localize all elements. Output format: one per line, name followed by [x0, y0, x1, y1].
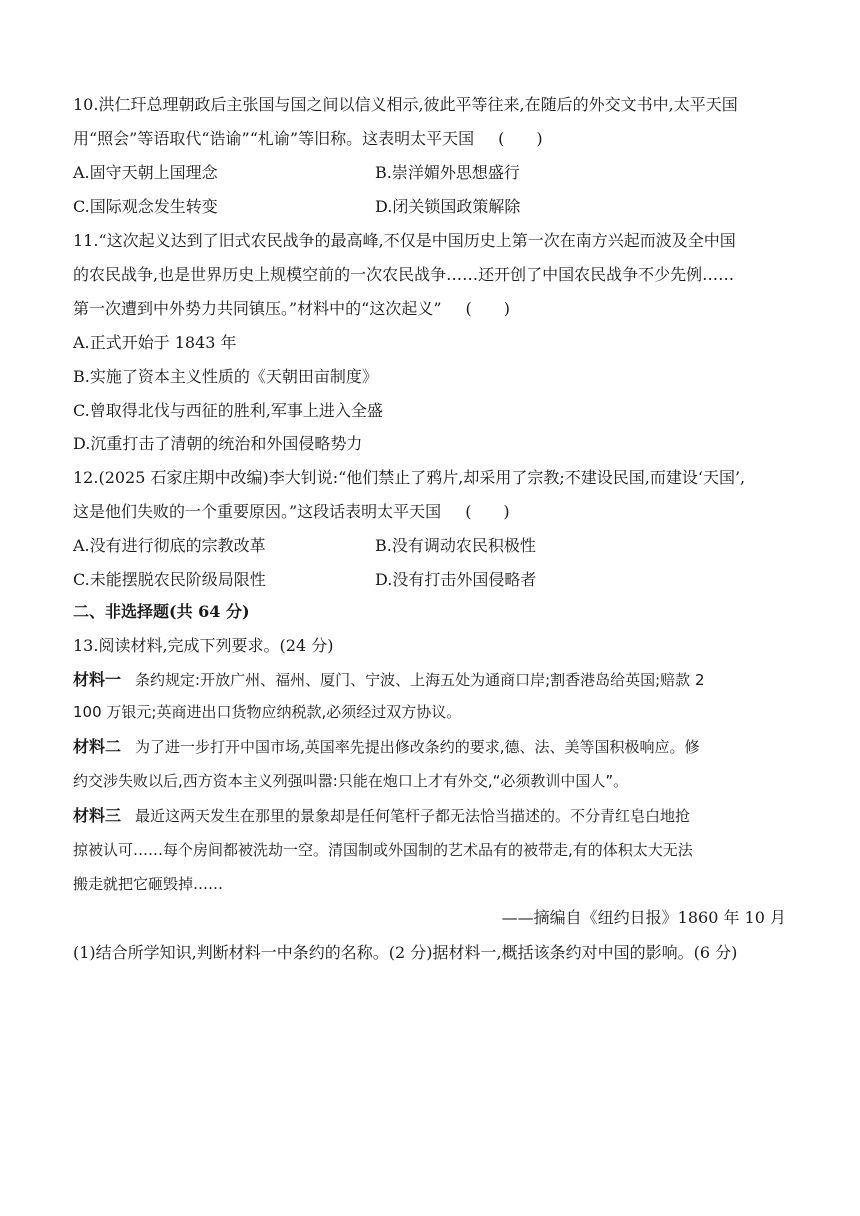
material-2-text: 为了进一步打开中国市场,英国率先提出修改条约的要求,德、法、美等国积极响应。修	[135, 738, 700, 756]
q12-option-d: D.没有打击外国侵略者	[375, 570, 537, 589]
q12-option-b: B.没有调动农民积极性	[375, 536, 536, 555]
material-3-line1	[73, 805, 690, 827]
q10-option-a: A.固守天朝上国理念	[73, 163, 218, 182]
material-3-text: 最近这两天发生在那里的景象却是任何笔杆子都无法恰当描述的。不分青红皂白地抢	[135, 807, 691, 825]
material-source: ——摘编自《纽约日报》1860 年 10 月	[501, 908, 786, 927]
q13-subquestion-1: (1)结合所学知识,判断材料一中条约的名称。(2 分)据材料一,概括该条约对中国的影响。(6 分)	[73, 943, 738, 962]
q11-option-b: B.实施了资本主义性质的《天朝田亩制度》	[73, 367, 378, 386]
q11-stem-text: 第一次遭到中外势力共同镇压。”材料中的“这次起义”	[73, 299, 442, 318]
q10-option-d: D.闭关锁国政策解除	[375, 197, 521, 216]
material-2-line2: 约交涉失败以后,西方资本主义列强叫嚣:只能在炮口上才有外交,“必须教训中国人”。	[73, 772, 629, 790]
material-3-label: 材料三	[73, 806, 122, 825]
q12-answer-paren: ( )	[465, 502, 510, 521]
material-1-text: 条约规定:开放广州、福州、厦门、宁波、上海五处为通商口岸;割香港岛给英国;赔款 2	[135, 671, 705, 689]
material-1-line1	[73, 669, 705, 691]
q12-option-a: A.没有进行彻底的宗教改革	[73, 536, 266, 555]
q12-stem-line1: 12.(2025 石家庄期中改编)李大钊说:“他们禁止了鸦片,却采用了宗教;不建设民国,而建设‘天国’,	[73, 468, 746, 487]
q11-answer-paren: ( )	[465, 299, 511, 318]
q10-stem-line1: 10.洪仁玕总理朝政后主张国与国之间以信义相示,彼此平等往来,在随后的外交文书中,太平天国	[73, 95, 738, 114]
material-2-line1	[73, 736, 700, 758]
q13-stem: 13.阅读材料,完成下列要求。(24 分)	[73, 636, 334, 655]
q10-stem-line2	[73, 128, 543, 150]
q11-option-c: C.曾取得北伐与西征的胜利,军事上进入全盛	[73, 401, 383, 420]
q12-stem-text: 这是他们失败的一个重要原因。”这段话表明太平天国	[73, 502, 442, 521]
q10-stem-text: 用“照会”等语取代“诰谕”“札谕”等旧称。这表明太平天国	[73, 129, 475, 148]
q11-stem-line3	[73, 298, 510, 320]
material-1-line2: 100 万银元;英商进出口货物应纳税款,必须经过双方协议。	[73, 703, 462, 721]
material-1-label: 材料一	[73, 670, 122, 689]
q10-option-b: B.崇洋媚外思想盛行	[375, 163, 520, 182]
q12-option-c: C.未能摆脱农民阶级局限性	[73, 570, 266, 589]
q10-answer-paren: ( )	[498, 129, 543, 148]
q12-stem-line2	[73, 501, 510, 523]
material-3-line2: 掠被认可……每个房间都被洗劫一空。清国制或外国制的艺术品有的被带走,有的体积太大无法	[73, 841, 693, 859]
q11-stem-line1: 11.“这次起义达到了旧式农民战争的最高峰,不仅是中国历史上第一次在南方兴起而波及全中国	[73, 231, 736, 250]
q11-option-a: A.正式开始于 1843 年	[73, 333, 237, 352]
q10-option-c: C.国际观念发生转变	[73, 197, 218, 216]
material-3-line3: 搬走就把它砸毁掉……	[73, 875, 224, 893]
q11-stem-line2: 的农民战争,也是世界历史上规模空前的一次农民战争……还开创了中国农民战争不少先例……	[73, 265, 735, 284]
section-title: 二、非选择题(共 64 分)	[73, 602, 250, 621]
q11-option-d: D.沉重打击了清朝的统治和外国侵略势力	[73, 434, 363, 453]
material-2-label: 材料二	[73, 737, 122, 756]
